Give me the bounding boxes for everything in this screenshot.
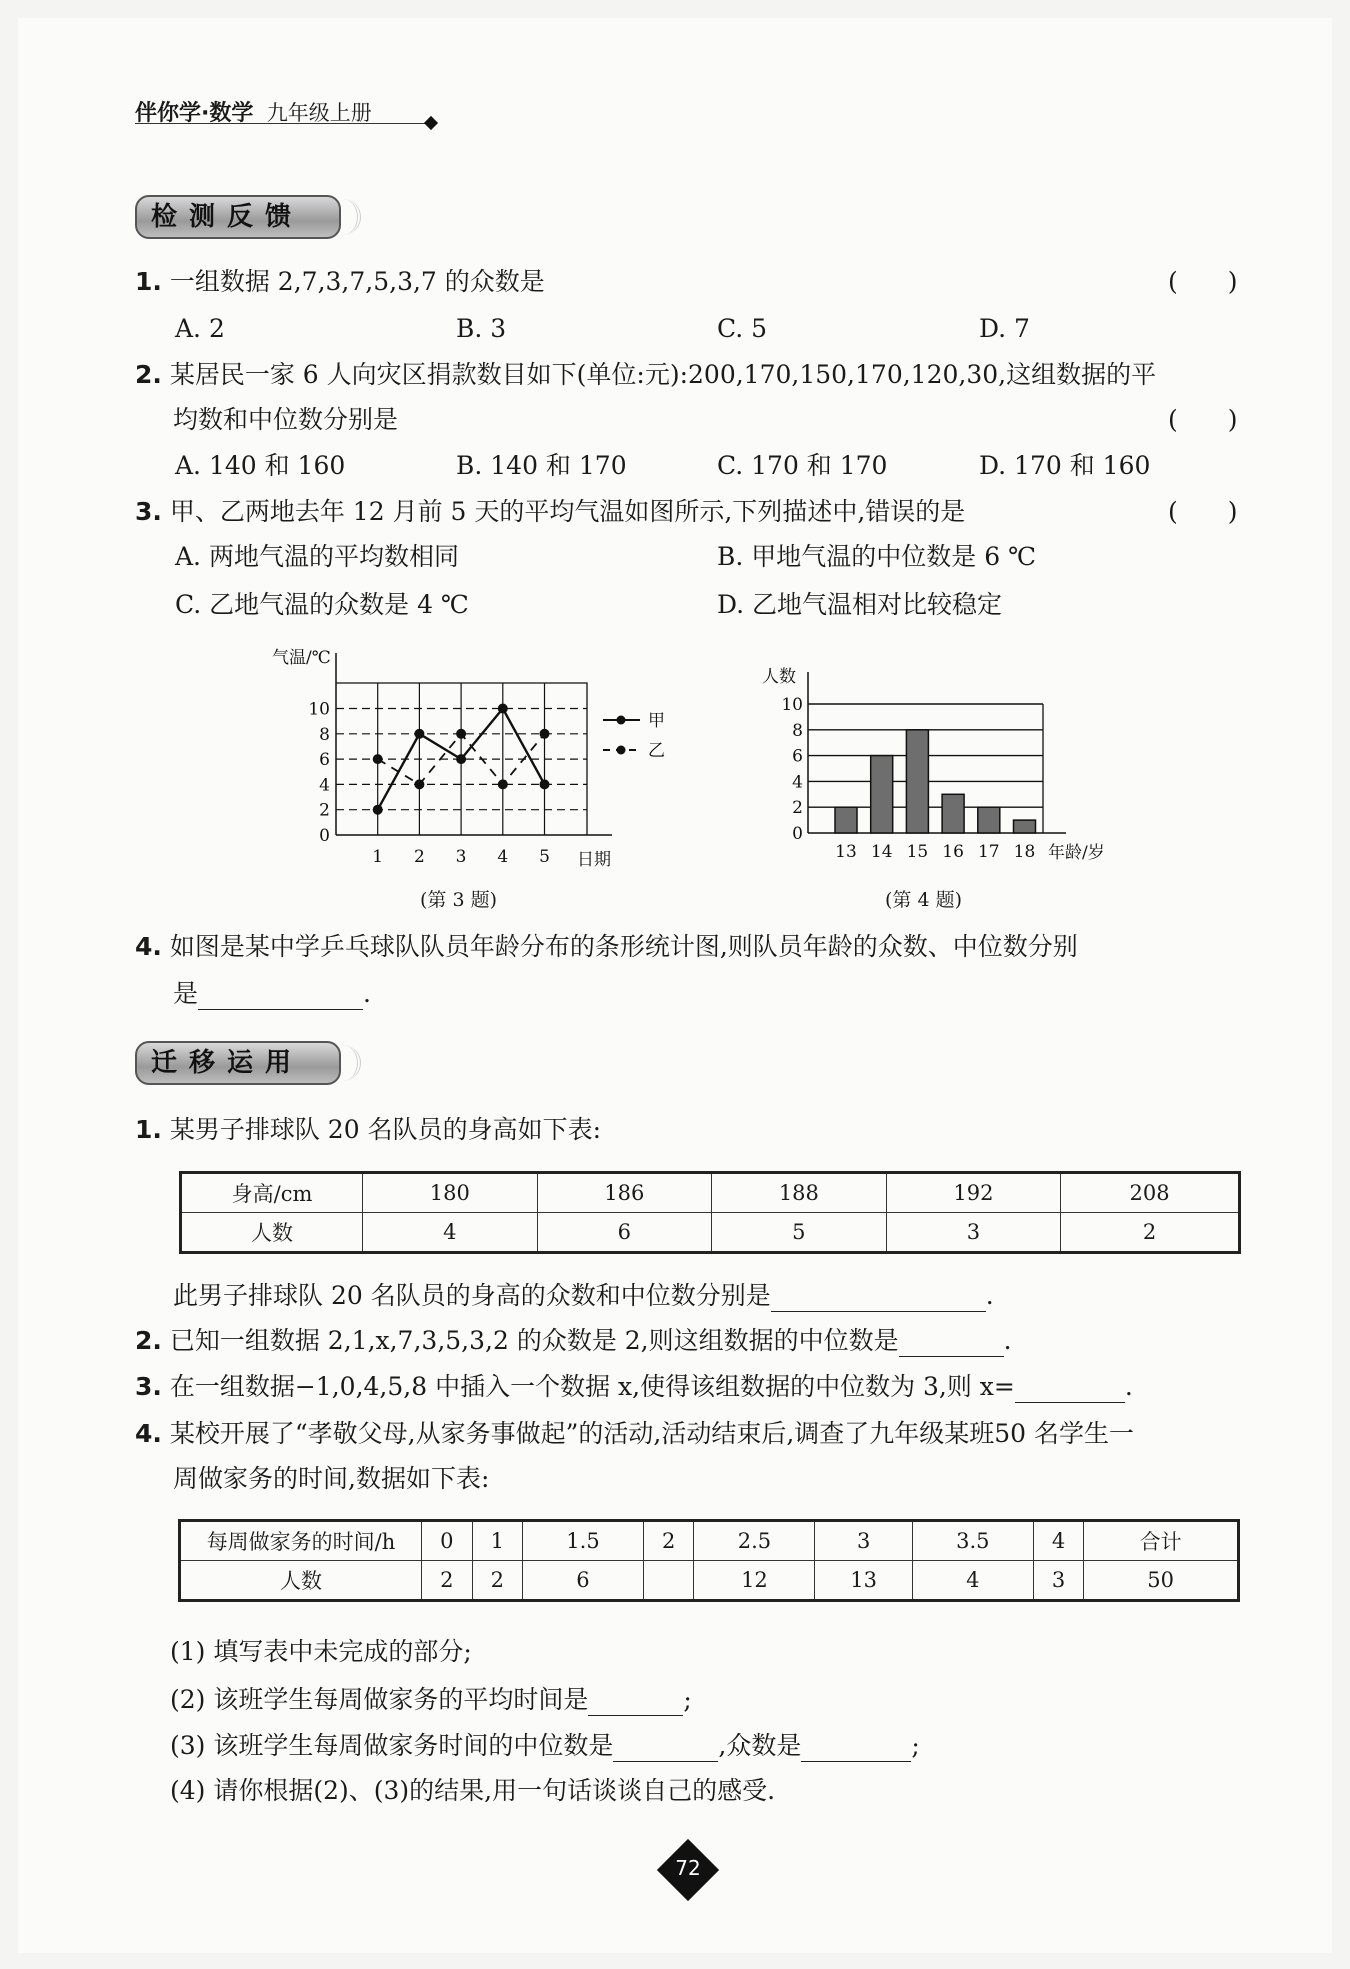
table-row	[180, 1521, 1239, 1561]
housework-table	[178, 1519, 1240, 1602]
height-table	[179, 1171, 1241, 1254]
data-point	[456, 729, 466, 739]
q-text: 此男子排球队 20 名队员的身高的众数和中位数分别是	[173, 1281, 771, 1310]
y-tick-label: 10	[781, 695, 803, 715]
y-tick-label: 6	[319, 750, 330, 771]
q-text: 如图是某中学乒乓球队队员年龄分布的条形统计图,则队员年龄的众数、中位数分别	[169, 932, 1078, 961]
q-text: (2) 该班学生每周做家务的平均时间是	[170, 1685, 589, 1714]
y-tick-label: 6	[792, 746, 803, 767]
table-cell: 4	[363, 1213, 538, 1253]
q-end: .	[1003, 1326, 1012, 1355]
q-text: 已知一组数据 2,1,x,7,3,5,3,2 的众数是 2,则这组数据的中位数是	[169, 1326, 899, 1355]
bar-13	[835, 807, 857, 833]
table-cell: 180	[363, 1173, 538, 1213]
q1-4-cont	[173, 978, 371, 1010]
q-num: 1.	[135, 267, 162, 296]
table-cell: 186	[537, 1173, 712, 1213]
table-cell: 3	[815, 1521, 912, 1561]
page-number: 72	[675, 1856, 701, 1880]
table-cell: 50	[1084, 1561, 1239, 1601]
sub-question-1: (1) 填写表中未完成的部分;	[170, 1637, 472, 1666]
q-text: 某男子排球队 20 名队员的身高如下表:	[169, 1115, 601, 1144]
y-axis-label: 气温/℃	[272, 648, 331, 668]
x-tick-label: 13	[835, 842, 857, 862]
table-cell: 2	[422, 1561, 473, 1601]
q-end: .	[363, 979, 371, 1008]
caption-fig4: (第 4 题)	[885, 889, 962, 911]
volume: 九年级上册	[266, 101, 372, 125]
option-d: D. 7	[979, 314, 1030, 343]
x-tick-label: 15	[906, 842, 929, 862]
q-text: 是	[173, 979, 199, 1008]
answer-paren: ( )	[1168, 267, 1238, 296]
bar-18	[1014, 820, 1036, 833]
table-cell: 3	[1033, 1561, 1084, 1601]
q2-3	[135, 1371, 1133, 1403]
x-tick-label: 4	[497, 847, 509, 867]
q2-2	[135, 1325, 1012, 1357]
q-num: 4.	[135, 1419, 162, 1448]
x-tick-label: 14	[870, 842, 893, 862]
bar-16	[942, 794, 964, 833]
table-cell: 人数	[180, 1561, 422, 1601]
q1-2-cont: 均数和中位数分别是	[173, 405, 399, 434]
option-d: D. 170 和 160	[979, 451, 1151, 480]
legend-label: 甲	[648, 711, 665, 731]
section-banner-feedback: 检测反馈	[135, 195, 341, 239]
q1-4	[135, 931, 1078, 963]
y-tick-label: 0	[319, 826, 330, 846]
table-cell: 188	[712, 1173, 887, 1213]
option-c: C. 170 和 170	[717, 451, 888, 480]
table-cell: 12	[694, 1561, 815, 1601]
data-point	[540, 729, 550, 739]
table-cell: 13	[815, 1561, 912, 1601]
y-tick-label: 2	[319, 800, 330, 821]
option-a: A. 两地气温的平均数相同	[175, 542, 459, 571]
q-text: (3) 该班学生每周做家务时间的中位数是	[170, 1731, 614, 1760]
q-end: .	[985, 1281, 994, 1310]
option-b: B. 3	[456, 314, 507, 343]
answer-blank-median[interactable]	[613, 1735, 718, 1762]
data-point	[373, 805, 383, 815]
bar-17	[978, 807, 1000, 833]
data-point	[456, 754, 466, 764]
table-row	[181, 1213, 1240, 1253]
option-b: B. 140 和 170	[456, 451, 627, 480]
answer-blank[interactable]	[588, 1689, 683, 1716]
caption-fig3: (第 3 题)	[420, 889, 497, 911]
y-tick-label: 10	[308, 699, 330, 720]
x-tick-label: 18	[1013, 842, 1036, 862]
table-cell: 2	[643, 1521, 694, 1561]
q-end: .	[1124, 1372, 1133, 1401]
table-cell: 1.5	[523, 1521, 644, 1561]
data-point	[540, 779, 550, 789]
table-row	[181, 1173, 1240, 1213]
q-text: 甲、乙两地去年 12 月前 5 天的平均气温如图所示,下列描述中,错误的是	[169, 497, 966, 526]
table-cell: 1	[472, 1521, 523, 1561]
table-cell: 4	[1033, 1521, 1084, 1561]
sub-question-4: (4) 请你根据(2)、(3)的结果,用一句话谈谈自己的感受.	[170, 1776, 776, 1805]
data-point	[414, 779, 424, 789]
bar-15	[906, 730, 928, 833]
legend-label: 乙	[648, 741, 665, 761]
x-tick-label: 16	[942, 842, 964, 862]
table-cell: 5	[712, 1213, 887, 1253]
table-cell: 0	[422, 1521, 473, 1561]
table-cell: 3.5	[912, 1521, 1033, 1561]
table-cell: 208	[1061, 1173, 1240, 1213]
brand: 伴你学·数学	[135, 101, 254, 126]
q2-1	[135, 1114, 601, 1146]
table-cell: 2.5	[694, 1521, 815, 1561]
data-point	[373, 754, 383, 764]
option-d: D. 乙地气温相对比较稳定	[717, 590, 1003, 619]
table-cell: 2	[1061, 1213, 1240, 1253]
q-text: 在一组数据−1,0,4,5,8 中插入一个数据 x,使得该组数据的中位数为 3,则 x=	[169, 1372, 1015, 1401]
y-tick-label: 4	[319, 775, 330, 796]
data-point	[498, 779, 508, 789]
sub-question-3	[170, 1730, 920, 1762]
q2-4-cont: 周做家务的时间,数据如下表:	[173, 1464, 490, 1493]
legend-marker	[617, 716, 626, 725]
table-cell: 6	[523, 1561, 644, 1601]
table-cell: 身高/cm	[181, 1173, 363, 1213]
q-text: ,众数是	[718, 1731, 802, 1760]
q-end: ;	[683, 1685, 692, 1714]
x-tick-label: 3	[455, 847, 467, 867]
answer-blank[interactable]	[1015, 1376, 1125, 1403]
table-cell: 4	[912, 1561, 1033, 1601]
q-num: 2.	[135, 1326, 162, 1355]
table-cell: 192	[886, 1173, 1061, 1213]
q-text: 某居民一家 6 人向灾区捐款数目如下(单位:元):200,170,150,170,120,30,这组数据的平	[169, 360, 1157, 389]
y-tick-label: 2	[792, 798, 803, 819]
q-num: 2.	[135, 360, 162, 389]
q-end: ;	[911, 1731, 920, 1760]
empty-answer-cell[interactable]	[643, 1561, 694, 1601]
legend-marker	[617, 746, 626, 755]
q-num: 4.	[135, 932, 162, 961]
q2-4	[135, 1418, 1134, 1450]
sub-question-2	[170, 1684, 692, 1716]
table-cell: 每周做家务的时间/h	[180, 1521, 422, 1561]
y-tick-label: 8	[319, 724, 330, 745]
table-cell: 6	[537, 1213, 712, 1253]
answer-blank-mode[interactable]	[801, 1735, 911, 1762]
option-a: A. 2	[175, 314, 225, 343]
y-tick-label: 0	[792, 824, 803, 844]
x-tick-label: 2	[413, 847, 425, 867]
table-cell: 2	[472, 1561, 523, 1601]
bar-14	[871, 756, 893, 833]
q-text: 某校开展了“孝敬父母,从家务事做起”的活动,活动结束后,调查了九年级某班50 名学生一	[169, 1419, 1135, 1448]
option-a: A. 140 和 160	[175, 451, 346, 480]
y-tick-label: 8	[792, 720, 803, 741]
option-c: C. 乙地气温的众数是 4 ℃	[175, 590, 469, 619]
answer-blank[interactable]	[771, 1285, 986, 1312]
y-tick-label: 4	[792, 772, 803, 793]
x-tick-label: 1	[372, 847, 384, 867]
q-num: 1.	[135, 1115, 162, 1144]
answer-paren: ( )	[1168, 405, 1238, 434]
data-point	[414, 729, 424, 739]
answer-blank[interactable]	[899, 1330, 1004, 1357]
table-row	[180, 1561, 1239, 1601]
x-tick-label: 5	[539, 847, 550, 867]
x-tick-label: 17	[977, 842, 1000, 862]
data-point	[498, 704, 508, 714]
table-cell: 人数	[181, 1213, 363, 1253]
y-axis-label: 人数	[762, 667, 796, 687]
answer-blank[interactable]	[198, 983, 363, 1010]
table-cell: 合计	[1084, 1521, 1239, 1561]
x-axis-label: 日期	[577, 850, 611, 870]
option-b: B. 甲地气温的中位数是 6 ℃	[717, 542, 1037, 571]
answer-paren: ( )	[1168, 497, 1238, 526]
section-banner-apply: 迁移运用	[135, 1041, 341, 1085]
x-axis-label: 年龄/岁	[1048, 843, 1105, 863]
q2-1-follow	[173, 1280, 994, 1312]
q-text: 一组数据 2,7,3,7,5,3,7 的众数是	[169, 267, 545, 296]
option-c: C. 5	[717, 314, 768, 343]
q-num: 3.	[135, 497, 162, 526]
q-num: 3.	[135, 1372, 162, 1401]
table-cell: 3	[886, 1213, 1061, 1253]
